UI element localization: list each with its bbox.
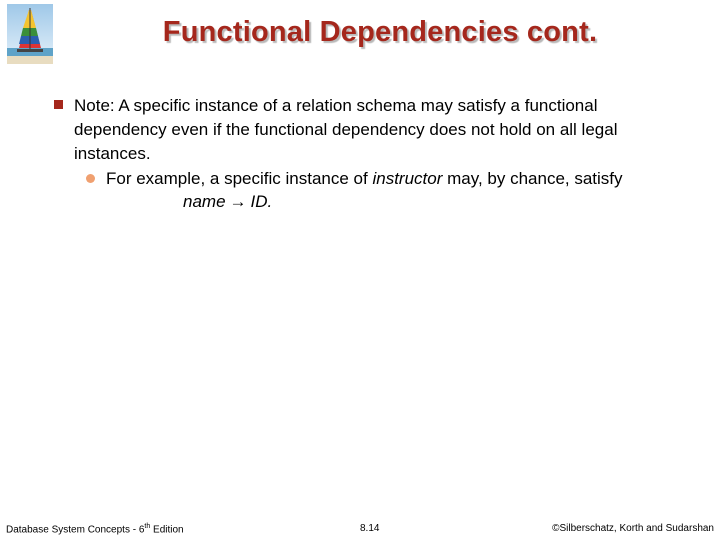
main-bullet-text: Note: A specific instance of a relation schema may satisfy a functional dependency even if the functional dependency does not hold on all legal instances. — [74, 96, 618, 163]
fd-left: name — [183, 192, 226, 211]
sub-bullet-suffix: may, by chance, satisfy — [442, 169, 623, 188]
footer-copyright: ©Silberschatz, Korth and Sudarshan — [552, 523, 714, 534]
circle-bullet-icon — [86, 174, 95, 183]
slide-title: Functional Dependencies cont. — [162, 16, 598, 48]
functional-dependency — [183, 190, 272, 214]
sub-bullet-text — [106, 167, 696, 191]
footer-left-prefix: Database System Concepts - 6 — [6, 524, 145, 536]
arrow-icon: → — [229, 192, 247, 211]
footer-book-title — [6, 523, 184, 535]
footer-slide-number: 8.14 — [360, 523, 380, 534]
footer-left-sup: th — [144, 523, 151, 530]
footer-left-suffix: Edition — [150, 524, 184, 536]
fd-right: ID. — [250, 192, 273, 211]
sub-bullet-emphasis: instructor — [372, 169, 443, 188]
sub-bullet-prefix: For example, a specific instance of — [106, 169, 373, 188]
square-bullet-icon — [54, 100, 63, 109]
